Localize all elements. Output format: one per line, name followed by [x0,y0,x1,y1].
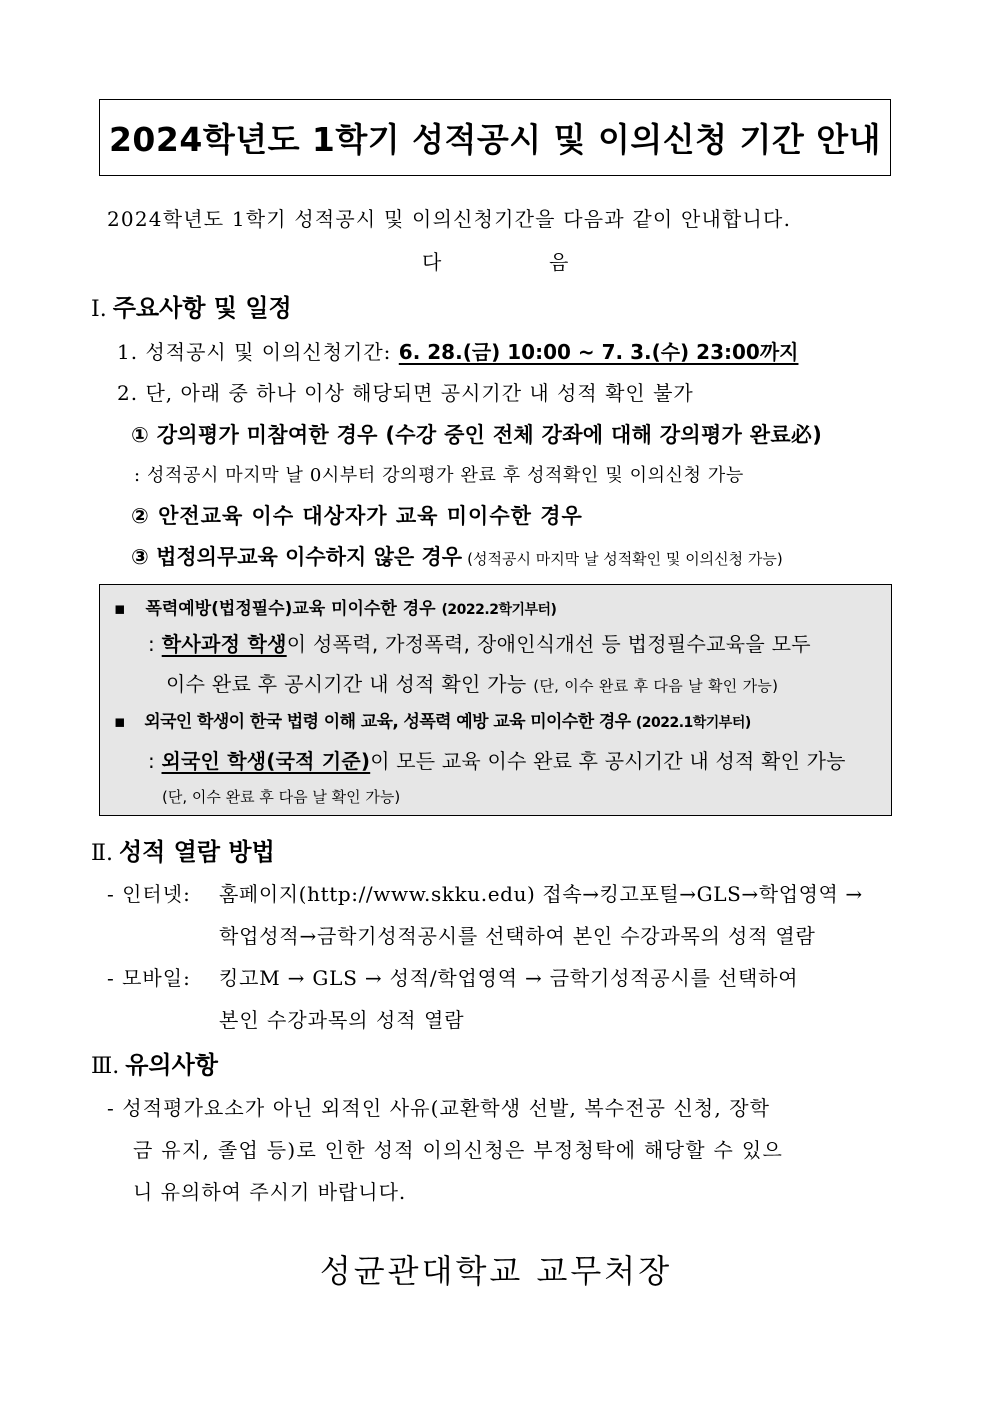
box-item1-text: 이 성폭력, 가정폭력, 장애인식개선 등 법정필수교육을 모두 [286,632,811,656]
notice-line1: - 성적평가요소가 아닌 외적인 사유(교환학생 선발, 복수전공 신청, 장학 [107,1096,771,1120]
box-item2-desc [148,745,846,774]
eum-label: 음 [549,250,569,274]
box-item1-text2: 이수 완료 후 공시기간 내 성적 확인 가능 [166,672,527,696]
document-title-text: 2024학년도 1학기 성적공시 및 이의신청 기간 안내 [108,120,882,159]
da-label: 다 [422,250,442,274]
box-item2-colon: : [148,749,155,773]
section2-title: 성적 열람 방법 [118,838,275,866]
section2-heading [91,832,275,867]
mobile-text: 킹고M → GLS → 성적/학업영역 → 금학기성적공시를 선택하여 [219,966,799,990]
intro-text: 2024학년도 1학기 성적공시 및 이의신청기간을 다음과 같이 안내합니다. [107,207,792,231]
box-item2-title: 외국인 학생이 한국 법령 이해 교육, 성폭력 예방 교육 미이수한 경우 [144,712,631,732]
section1-title: 주요사항 및 일정 [112,294,292,322]
case2-text: ② 안전교육 이수 대상자가 교육 미이수한 경우 [131,504,583,528]
section3-title: 유의사항 [125,1051,218,1079]
box-item1-since: (2022.2학기부터) [441,602,557,618]
notice-line2: 금 유지, 졸업 등)로 인한 성적 이의신청은 부정청탁에 해당할 수 있으 [133,1138,784,1162]
bullet-icon: ▪ [114,599,126,619]
box-item2-heading [114,707,751,732]
box-item1-title: 폭력예방(법정필수)교육 미이수한 경우 [145,599,436,619]
box-item2-text: 이 모든 교육 이수 완료 후 공시기간 내 성적 확인 가능 [370,749,846,773]
box-item1-heading [114,594,556,619]
case1-text: ① 강의평가 미참여한 경우 (수강 중인 전체 강좌에 대해 강의평가 완료必) [131,423,823,447]
mobile-label: - 모바일: [107,966,191,990]
signature: 성균관대학교 교무처장 [319,1252,673,1290]
schedule-period: 6. 28.(금) 10:00 ~ 7. 3.(수) 23:00까지 [398,340,799,364]
notice-box [99,584,892,816]
internet-text: 홈페이지(http://www.skku.edu) 접속→킹고포털→GLS→학업영역 → [219,882,863,906]
section1-heading [91,288,292,323]
internet-text2: 학업성적→금학기성적공시를 선택하여 본인 수강과목의 성적 열람 [219,924,816,948]
exception-item: 2. 단, 아래 중 하나 이상 해당되면 공시기간 내 성적 확인 불가 [117,381,694,405]
box-item1-note: (단, 이수 완료 후 다음 날 확인 가능) [533,677,779,695]
box-item1-colon: : [148,632,156,656]
bullet-icon: ▪ [114,712,125,732]
section3-number: Ⅲ. [91,1054,120,1079]
box-item2-target: 외국인 학생(국적 기준) [161,749,371,773]
section2-number: Ⅱ. [91,841,113,866]
internet-label: - 인터넷: [107,882,191,906]
box-item1-target: 학사과정 학생 [161,632,287,656]
case3-text: ③ 법정의무교육 이수하지 않은 경우 [131,545,463,569]
case1-note: : 성적공시 마지막 날 0시부터 강의평가 완료 후 성적확인 및 이의신청 가능 [134,465,744,486]
box-item2-note: (단, 이수 완료 후 다음 날 확인 가능) [162,788,401,806]
box-item2-since: (2022.1학기부터) [635,715,751,731]
box-item1-desc [148,628,811,657]
case3-note: (성적공시 마지막 날 성적확인 및 이의신청 가능) [467,550,783,568]
document-title [99,99,891,176]
section1-number: Ⅰ. [91,297,107,322]
section3-heading [91,1045,218,1080]
schedule-item [117,336,798,365]
box-item1-desc2 [166,668,778,697]
schedule-label: 1. 성적공시 및 이의신청기간: [117,340,399,364]
mobile-text2: 본인 수강과목의 성적 열람 [219,1008,465,1032]
case3-line [131,541,783,571]
notice-line3: 니 유의하여 주시기 바랍니다. [133,1180,407,1204]
